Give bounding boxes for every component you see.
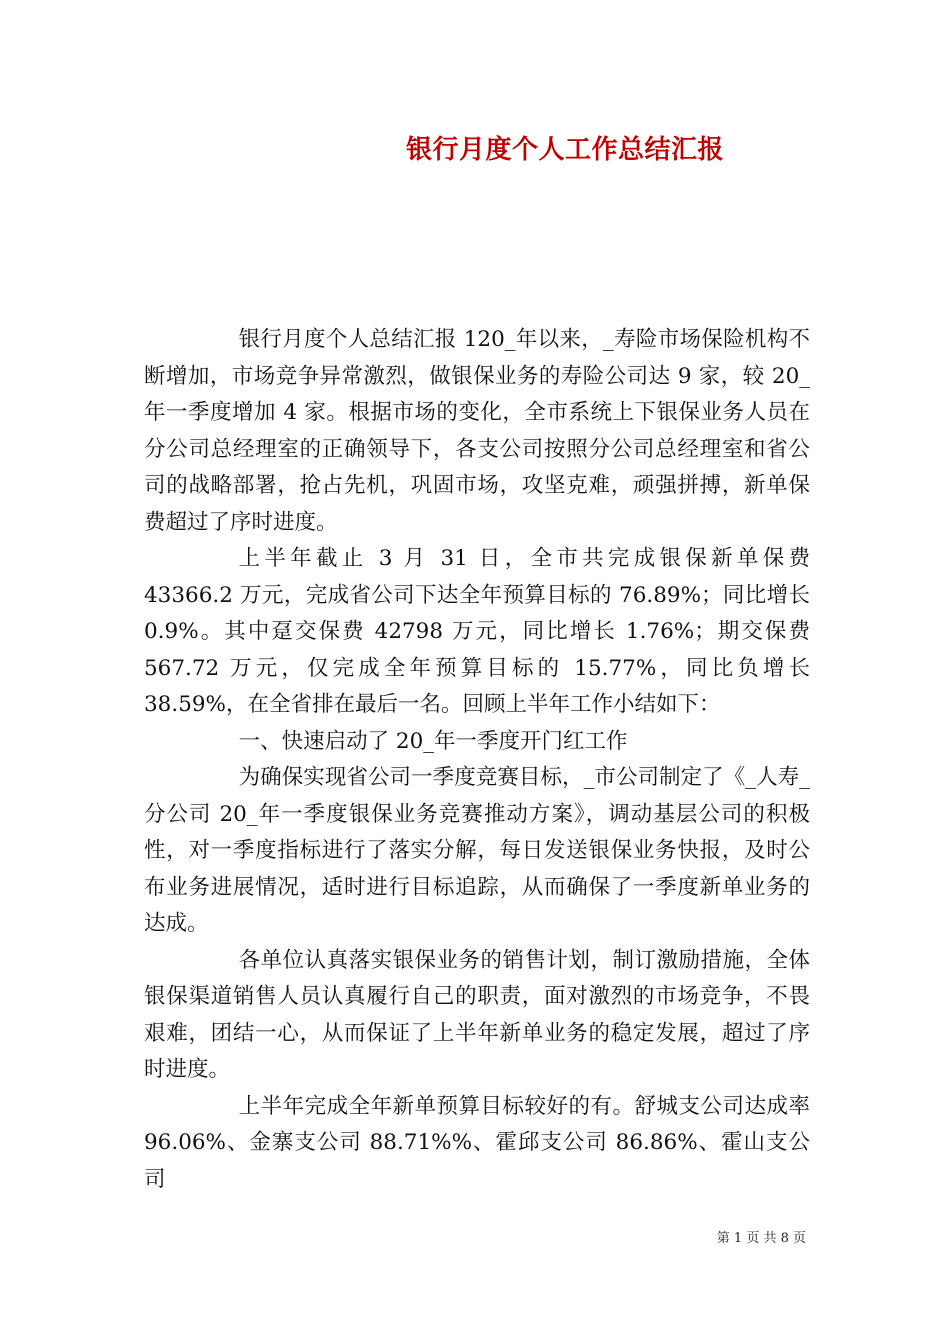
paragraph: 上半年完成全年新单预算目标较好的有。舒城支公司达成率 96.06%、金寨支公司 88.71%%、霍邱支公司 86.86%、霍山支公司 xyxy=(144,1093,810,1192)
page-number: 第 1 页 共 8 页 xyxy=(716,1231,806,1246)
paragraph: 为确保实现省公司一季度竞赛目标，_市公司制定了《_人寿_分公司 20_年一季度银保业务竞赛推动方案》，调动基层公司的积极性，对一季度指标进行了落实分解，每日发送银保业务快报，及时公布业务进展情况，适时进行目标追踪，从而确保了一季度新单业务的达成。 xyxy=(144,765,810,936)
document-body xyxy=(144,322,810,1198)
document-title: 银行月度个人工作总结汇报 xyxy=(405,135,724,165)
paragraph: 各单位认真落实银保业务的销售计划，制订激励措施，全体银保渠道销售人员认真履行自己的职责，面对激烈的市场竞争，不畏艰难，团结一心，从而保证了上半年新单业务的稳定发展，超过了序时进度。 xyxy=(144,947,810,1082)
paragraph: 银行月度个人总结汇报 120_年以来，_寿险市场保险机构不断增加，市场竞争异常激烈，做银保业务的寿险公司达 9 家，较 20_年一季度增加 4 家。根据市场的变化，全市系统上下银保业务人员在分公司总经理室的正确领导下，各支公司按照分公司总经理室和省公司的战略部署，抢占先机，巩固市场，攻坚克难，顽强拼搏，新单保费超过了序时进度。 xyxy=(144,327,810,535)
section-heading: 一、快速启动了 20_年一季度开门红工作 xyxy=(238,728,628,754)
paragraph: 上半年截止 3 月 31 日，全市共完成银保新单保费 43366.2 万元，完成省公司下达全年预算目标的 76.89%；同比增长 0.9%。其中趸交保费 42798 万元，同比增长 1.76%；期交保费 567.72 万元，仅完成全年预算目标的 15.77%，同比负增长 38.59%，在全省排在最后一名。回顾上半年工作小结如下： xyxy=(144,546,810,717)
